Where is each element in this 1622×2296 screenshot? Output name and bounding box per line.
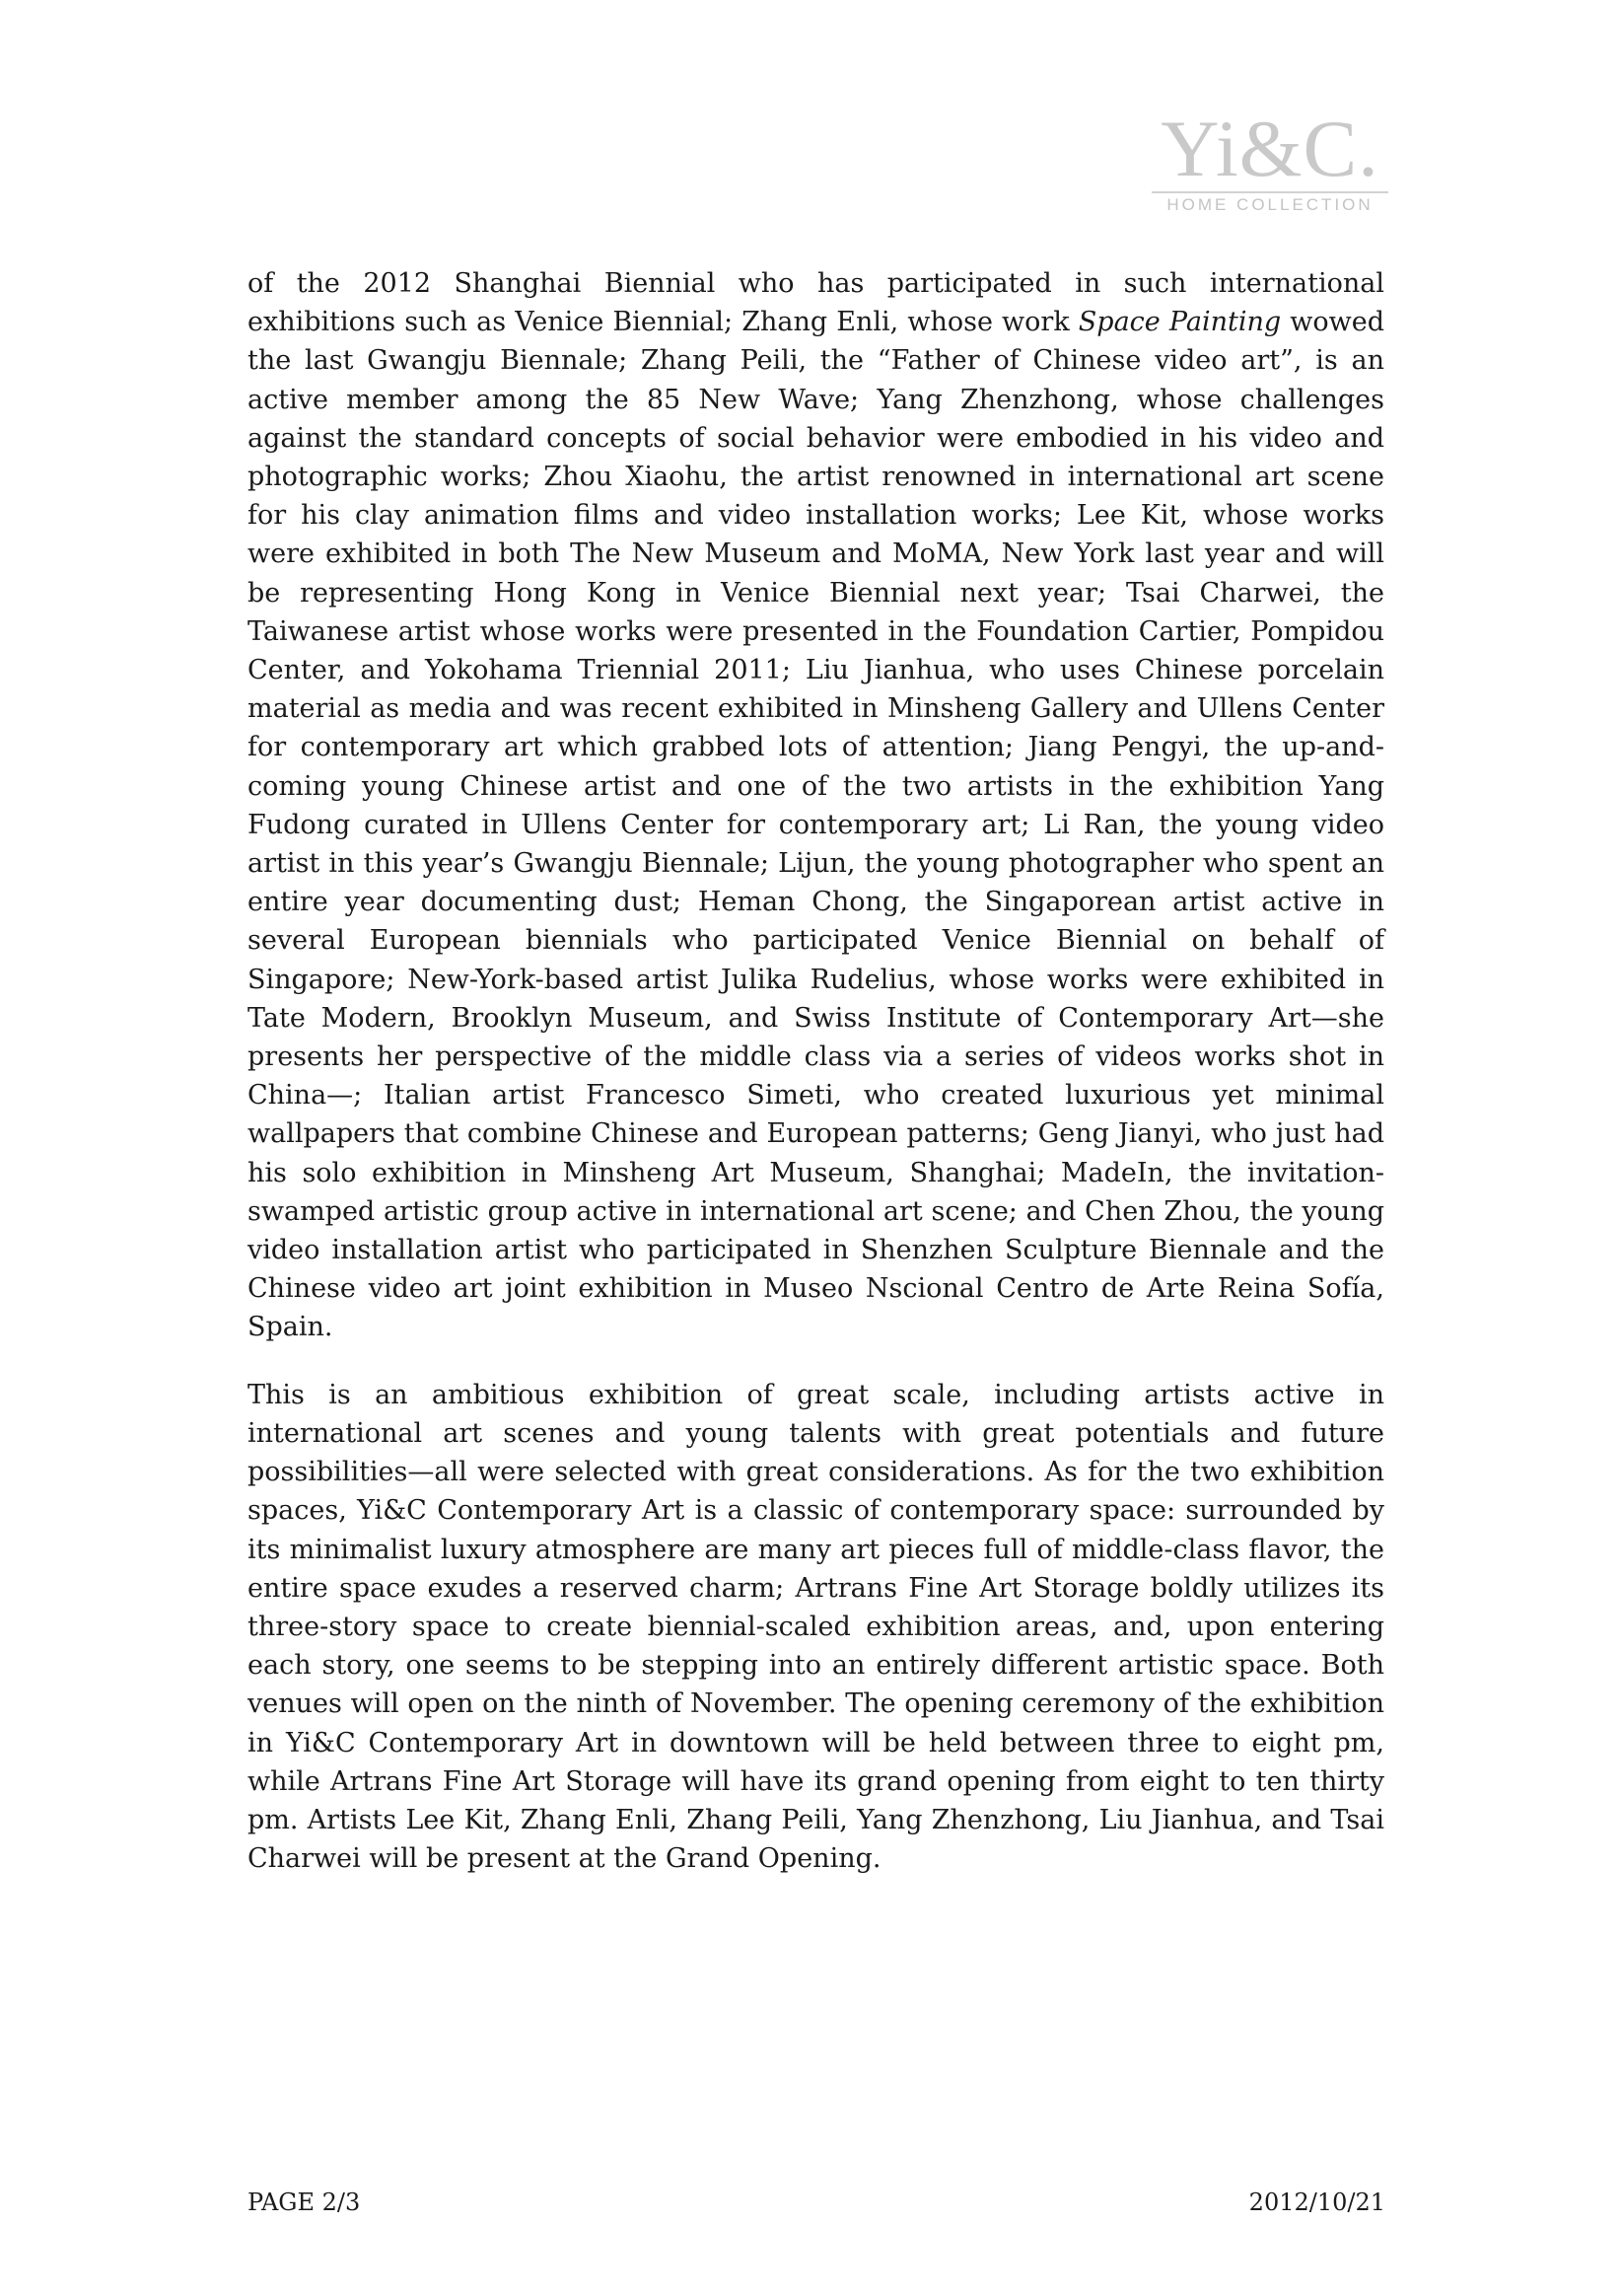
artwork-title: Space Painting: [1078, 307, 1282, 338]
paragraph-artists-text-a: of the 2012 Shanghai Biennial who has participated in such international exhibitions such as Venice Biennial; Zhang Enli, whose work: [247, 268, 1384, 338]
page-number: PAGE 2/3: [247, 2188, 361, 2216]
logo-subtitle: HOME COLLECTION: [1152, 191, 1388, 215]
paragraph-artists: [247, 264, 1384, 1347]
paragraph-exhibition: This is an ambitious exhibition of great scale, including artists active in international art scenes and young talents with great potentials and future possibilities—all were selected with great considerations. As for the two exhibition spaces, Yi&C Contemporary Art is a classic of contemporary space: surrounded by its minimalist luxury atmosphere are many art pieces full of middle-class flavor, the entire space exudes a reserved charm; Artrans Fine Art Storage boldly utilizes its three-story space to create biennial-scaled exhibition areas, and, upon entering each story, one seems to be stepping into an entirely different artistic space. Both venues will open on the ninth of November. The opening ceremony of the exhibition in Yi&C Contemporary Art in downtown will be held between three to eight pm, while Artrans Fine Art Storage will have its grand opening from eight to ten thirty pm. Artists Lee Kit, Zhang Enli, Zhang Peili, Yang Zhenzhong, Liu Jianhua, and Tsai Charwei will be present at the Grand Opening.: [247, 1379, 1384, 1875]
logo-wordmark: Yi&C.: [1161, 104, 1379, 193]
company-logo: [1152, 104, 1388, 215]
paragraph-artists-text-b: wowed the last Gwangju Biennale; Zhang Peili, the “Father of Chinese video art”, is an active member among the 85 New Wave; Yang Zhenzhong, whose challenges against the standard concepts of social behavior were embodied in his video and photographic works; Zhou Xiaohu, the artist renowned in international art scene for his clay animation films and video installation works; Lee Kit, whose works were exhibited in both The New Museum and MoMA, New York last year and will be representing Hong Kong in Venice Biennial next year; Tsai Charwei, the Taiwanese artist whose works were presented in the Foundation Cartier, Pompidou Center, and Yokohama Triennial 2011; Liu Jianhua, who uses Chinese porcelain material as media and was recent exhibited in Minsheng Gallery and Ullens Center for contemporary art which grabbed lots of attention; Jiang Pengyi, the up-and-coming young Chinese artist and one of the two artists in the exhibition Yang Fudong curated in Ullens Center for contemporary art; Li Ran, the young video artist in this year’s Gwangju Biennale; Lijun, the young photographer who spent an entire year documenting dust; Heman Chong, the Singaporean artist active in several European biennials who participated Venice Biennial on behalf of Singapore; New-York-based artist Julika Rudelius, whose works were exhibited in Tate Modern, Brooklyn Museum, and Swiss Institute of Contemporary Art—she presents her perspective of the middle class via a series of videos works shot in China—; Italian artist Francesco Simeti, who created luxurious yet minimal wallpapers that combine Chinese and European patterns; Geng Jianyi, who just had his solo exhibition in Minsheng Art Museum, Shanghai; MadeIn, the invitation-swamped artistic group active in international art scene; and Chen Zhou, the young video installation artist who participated in Shenzhen Sculpture Biennale and the Chinese video art joint exhibition in Museo Nscional Centro de Arte Reina Sofía, Spain.: [247, 307, 1384, 1343]
document-body: [247, 264, 1384, 1878]
document-date: 2012/10/21: [1248, 2188, 1385, 2216]
